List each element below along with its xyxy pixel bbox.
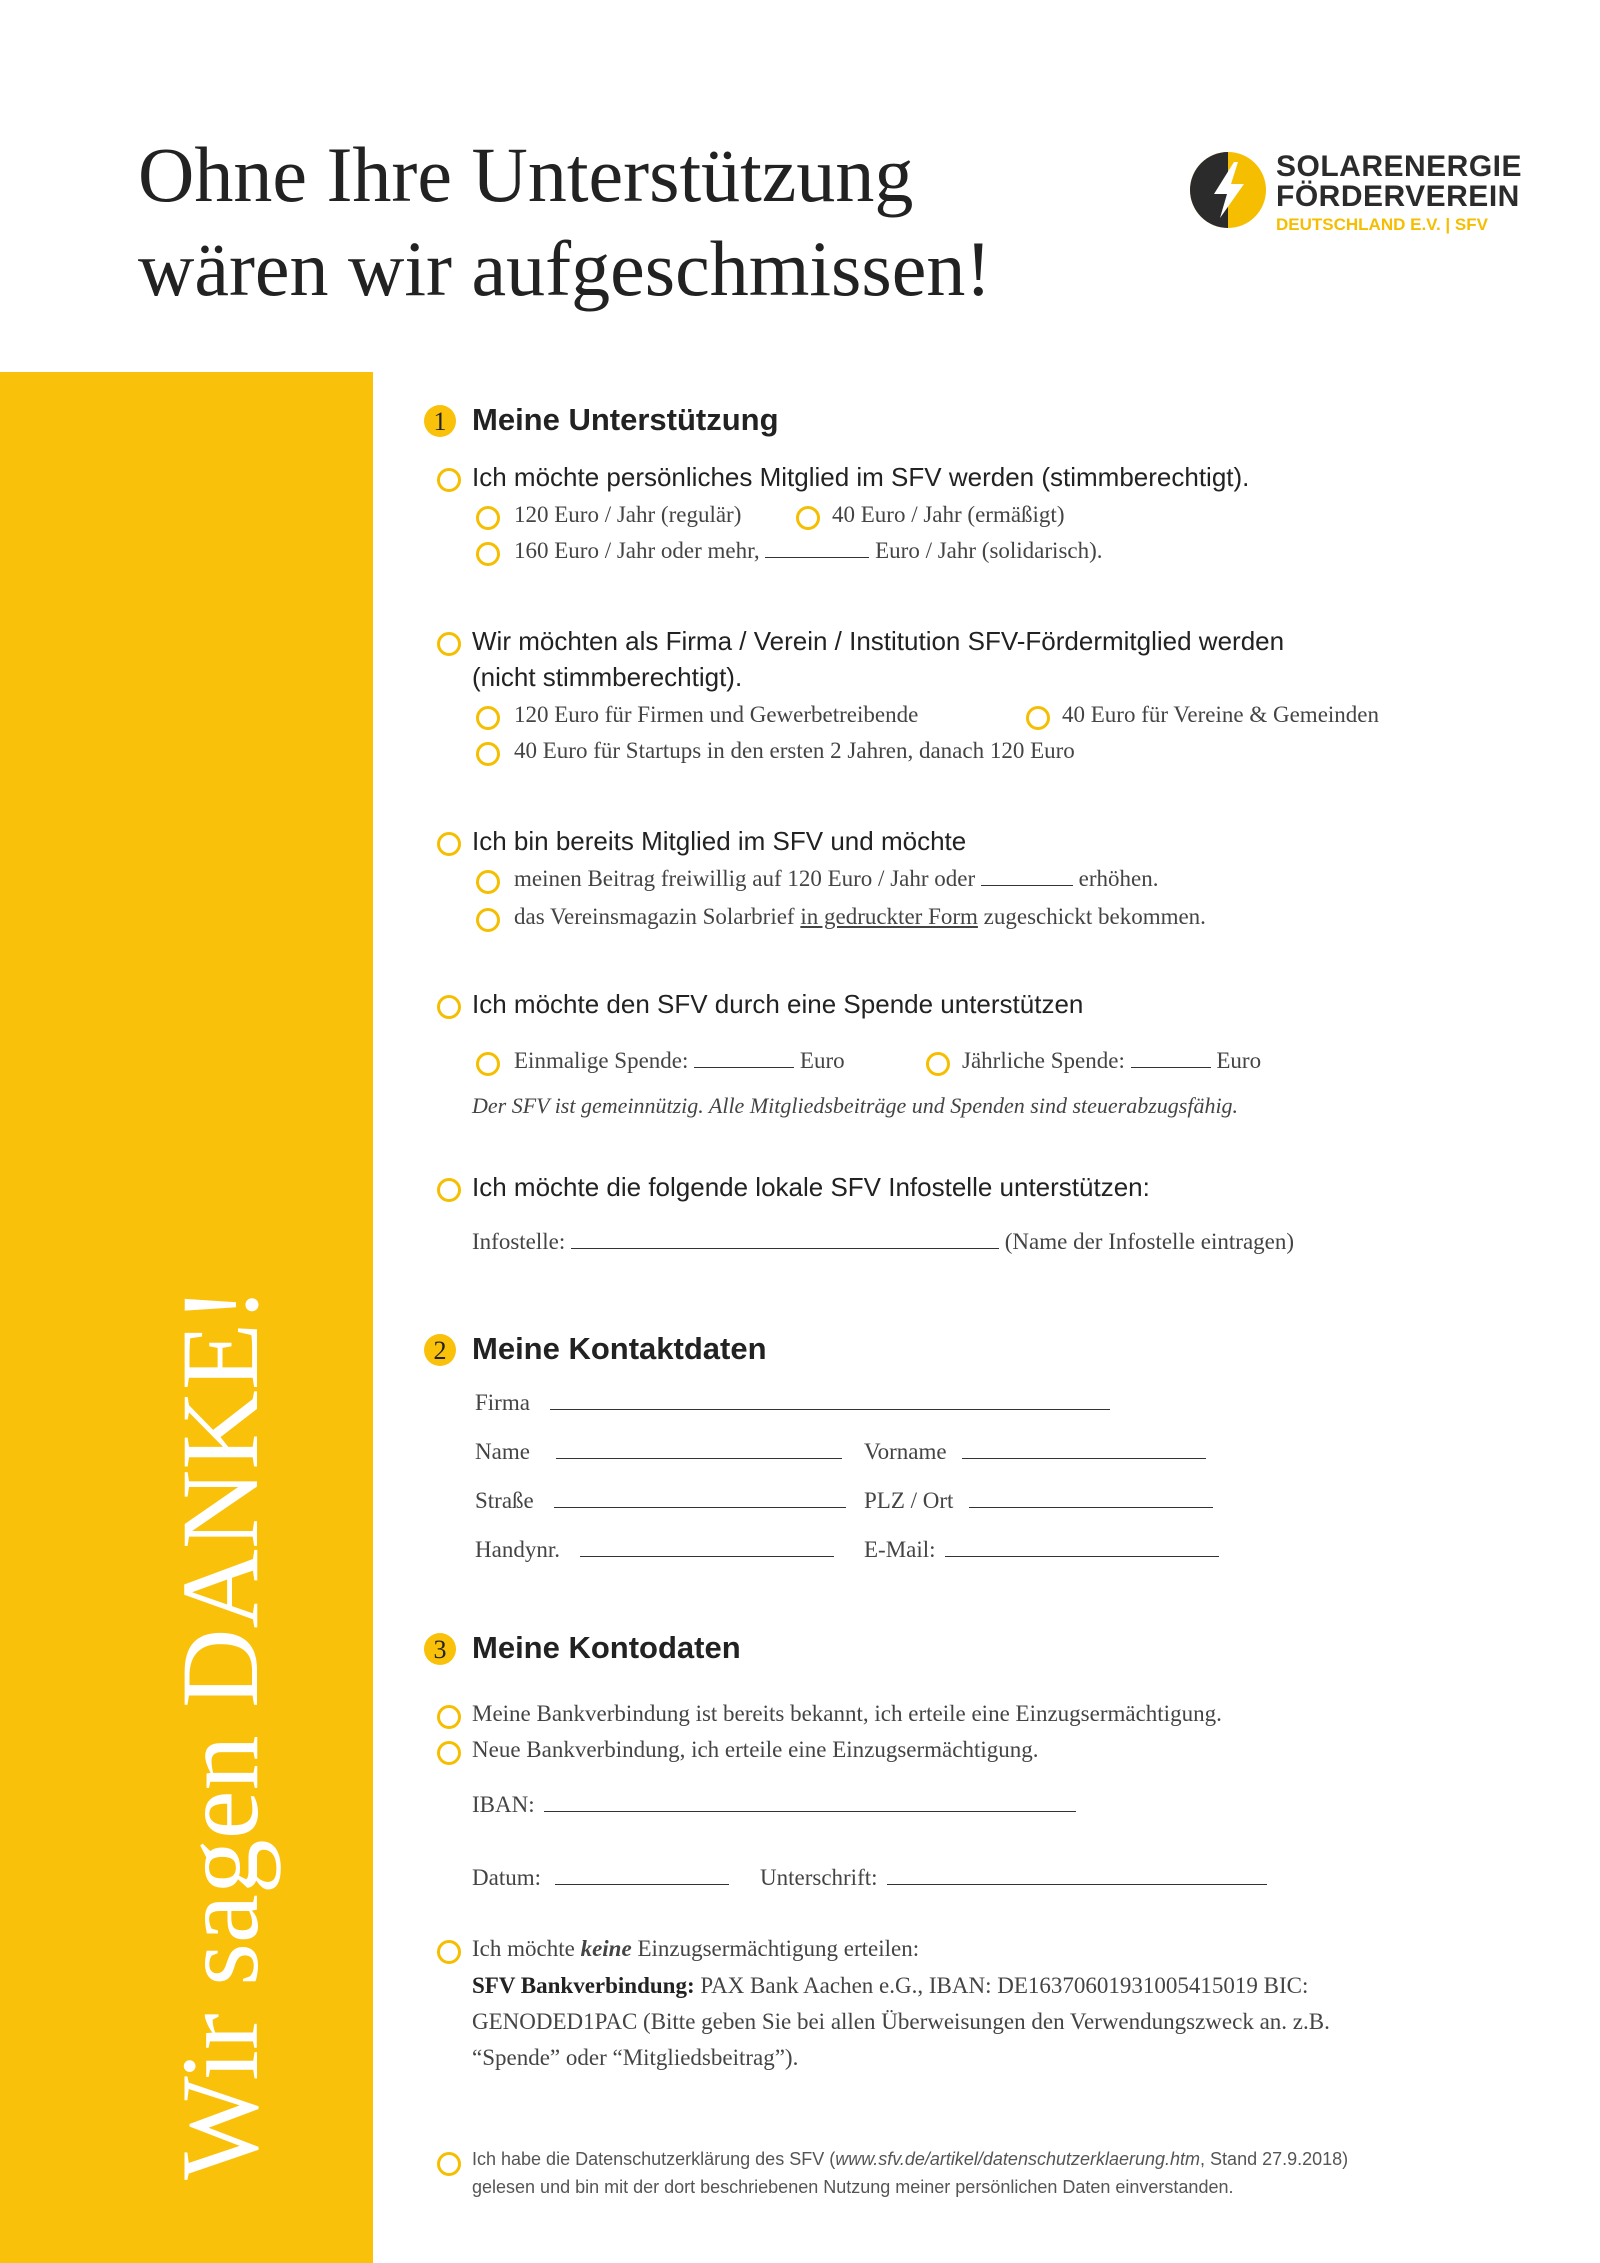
one-time-donation-row [514,1048,845,1074]
bank-details-1: PAX Bank Aachen e.G., IBAN: DE16370601931005415019 BIC: [700,1973,1309,1998]
printed-magazine-radio[interactable] [476,908,500,932]
solidarity-fee-label: 160 Euro / Jahr oder mehr, [514,538,760,563]
email-field[interactable] [945,1555,1219,1557]
plz-ort-label: PLZ / Ort [864,1488,954,1513]
solidarity-fee-row [514,538,1103,564]
increase-fee-suffix: erhöhen. [1078,866,1159,891]
handy-field[interactable] [580,1555,834,1557]
datum-row [472,1865,729,1891]
no-debit-emphasis: keine [580,1936,632,1961]
new-account-label: Neue Bankverbindung, ich erteile eine Einzugsermächtigung. [472,1737,1039,1762]
firm-fee-radio[interactable] [476,706,500,730]
one-time-donation-label: Einmalige Spende: [514,1048,689,1073]
privacy-line-2: gelesen und bin mit der dort beschriebenen Nutzung meiner persönlichen Daten einverstanden. [472,2177,1234,2197]
donation-radio[interactable] [437,995,461,1019]
no-debit-suffix: Einzugsermächtigung erteilen: [637,1936,920,1961]
regular-fee-radio[interactable] [476,506,500,530]
existing-member-label: Ich bin bereits Mitglied im SFV und möchte [472,826,967,856]
increase-amount-field[interactable] [981,884,1073,886]
bank-line-1 [472,1973,1308,1999]
printed-magazine-row [514,904,1206,930]
strasse-label: Straße [475,1488,534,1513]
no-debit-label: Ich möchte [472,1936,575,1961]
handy-label: Handynr. [475,1537,560,1562]
printed-form-text: in gedruckter Form [800,904,978,929]
section-1-title: Meine Unterstützung [472,402,779,437]
section-2-title: Meine Kontaktdaten [472,1331,767,1366]
iban-row [472,1792,1076,1818]
section-2-number: 2 [424,1334,456,1366]
handy-row [475,1537,834,1563]
company-membership-radio[interactable] [437,632,461,656]
infostelle-hint: (Name der Infostelle eintragen) [1004,1229,1295,1254]
one-time-unit: Euro [799,1048,845,1073]
email-row [864,1537,1219,1563]
increase-fee-radio[interactable] [476,870,500,894]
privacy-consent-checkbox[interactable] [437,2152,461,2176]
increase-fee-label: meinen Beitrag freiwillig auf 120 Euro / Jahr oder [514,866,976,891]
donation-label: Ich möchte den SFV durch eine Spende unterstützen [472,989,1084,1019]
section-1-number: 1 [424,405,456,437]
infostelle-field-label: Infostelle: [472,1229,566,1254]
sfv-logo [1188,150,1528,250]
name-label: Name [475,1439,530,1464]
personal-membership-label: Ich möchte persönliches Mitglied im SFV werden (stimmberechtigt). [472,462,1250,492]
increase-fee-row [514,866,1158,892]
infostelle-field[interactable] [571,1247,999,1249]
vorname-label: Vorname [864,1439,947,1464]
solidarity-fee-radio[interactable] [476,542,500,566]
personal-membership-radio[interactable] [437,468,461,492]
logo-line-3: DEUTSCHLAND E.V. | SFV [1276,215,1488,234]
reduced-fee-label: 40 Euro / Jahr (ermäßigt) [832,502,1065,527]
printed-magazine-label: das Vereinsmagazin Solarbrief [514,904,795,929]
section-3-title: Meine Kontodaten [472,1630,741,1665]
infostelle-label: Ich möchte die folgende lokale SFV Infostelle unterstützen: [472,1172,1150,1202]
strasse-row [475,1488,846,1514]
iban-field[interactable] [544,1810,1076,1812]
firma-row [475,1390,1110,1416]
yearly-donation-row [962,1048,1261,1074]
yearly-donation-radio[interactable] [926,1052,950,1076]
known-account-label: Meine Bankverbindung ist bereits bekannt, ich erteile eine Einzugsermächtigung. [472,1701,1222,1726]
no-debit-radio[interactable] [437,1940,461,1964]
known-account-radio[interactable] [437,1705,461,1729]
reduced-fee-radio[interactable] [796,506,820,530]
company-membership-label-1: Wir möchten als Firma / Verein / Institution SFV-Fördermitglied werden [472,626,1285,656]
club-fee-label: 40 Euro für Vereine & Gemeinden [1062,702,1380,727]
name-field[interactable] [556,1457,842,1459]
vorname-row [864,1439,1206,1465]
signature-label: Unterschrift: [760,1865,878,1890]
page-title [138,128,991,316]
title-line-1: Ohne Ihre Unterstützung [138,131,914,218]
new-account-radio[interactable] [437,1741,461,1765]
yearly-donation-label: Jährliche Spende: [962,1048,1125,1073]
sidebar-thanks-text: Wir sagen DANKE! [159,1286,281,2180]
startup-fee-radio[interactable] [476,742,500,766]
firm-fee-label: 120 Euro für Firmen und Gewerbetreibende [514,702,919,727]
yearly-amount-field[interactable] [1131,1066,1211,1068]
signature-field[interactable] [887,1883,1267,1885]
privacy-url: www.sfv.de/artikel/datenschutzerklaerung.htm [835,2149,1201,2169]
solidarity-amount-field[interactable] [765,556,869,558]
yearly-unit: Euro [1216,1048,1262,1073]
infostelle-radio[interactable] [437,1178,461,1202]
company-membership-label-2: (nicht stimmberechtigt). [472,662,743,692]
title-line-2: wären wir aufgeschmissen! [138,225,992,312]
one-time-amount-field[interactable] [694,1066,794,1068]
startup-fee-label: 40 Euro für Startups in den ersten 2 Jahren, danach 120 Euro [514,738,1075,763]
plz-ort-row [864,1488,1213,1514]
email-label: E-Mail: [864,1537,936,1562]
regular-fee-label: 120 Euro / Jahr (regulär) [514,502,742,527]
vorname-field[interactable] [962,1457,1206,1459]
club-fee-radio[interactable] [1026,706,1050,730]
existing-member-radio[interactable] [437,832,461,856]
strasse-field[interactable] [554,1506,846,1508]
firma-field[interactable] [550,1408,1110,1410]
infostelle-row [472,1229,1294,1255]
plz-ort-field[interactable] [969,1506,1213,1508]
lightning-bolt-icon [1188,150,1268,230]
name-row [475,1439,842,1465]
logo-line-1: SOLARENERGIE [1276,150,1523,183]
tax-deductible-note: Der SFV ist gemeinnützig. Alle Mitgliedsbeiträge und Spenden sind steuerabzugsfähig. [472,1093,1239,1118]
signature-row [760,1865,1267,1891]
datum-label: Datum: [472,1865,541,1890]
privacy-text-1-end: , Stand 27.9.2018) [1200,2149,1349,2169]
privacy-text-1: Ich habe die Datenschutzerklärung des SFV ( [472,2149,836,2169]
section-3-number: 3 [424,1633,456,1665]
bank-details-2: GENODED1PAC (Bitte geben Sie bei allen Überweisungen den Verwendungszweck an. z.B. [472,2009,1330,2034]
solidarity-fee-suffix: Euro / Jahr (solidarisch). [875,538,1103,563]
datum-field[interactable] [555,1883,729,1885]
bank-label: SFV Bankverbindung: [472,1973,695,1998]
bank-details-3: “Spende” oder “Mitgliedsbeitrag”). [472,2045,799,2070]
iban-label: IBAN: [472,1792,535,1817]
printed-magazine-suffix: zugeschickt bekommen. [983,904,1206,929]
firma-label: Firma [475,1390,530,1415]
no-debit-row [472,1936,919,1962]
one-time-donation-radio[interactable] [476,1052,500,1076]
privacy-line-1 [472,2145,1348,2173]
logo-line-2: FÖRDERVEREIN [1276,180,1520,213]
